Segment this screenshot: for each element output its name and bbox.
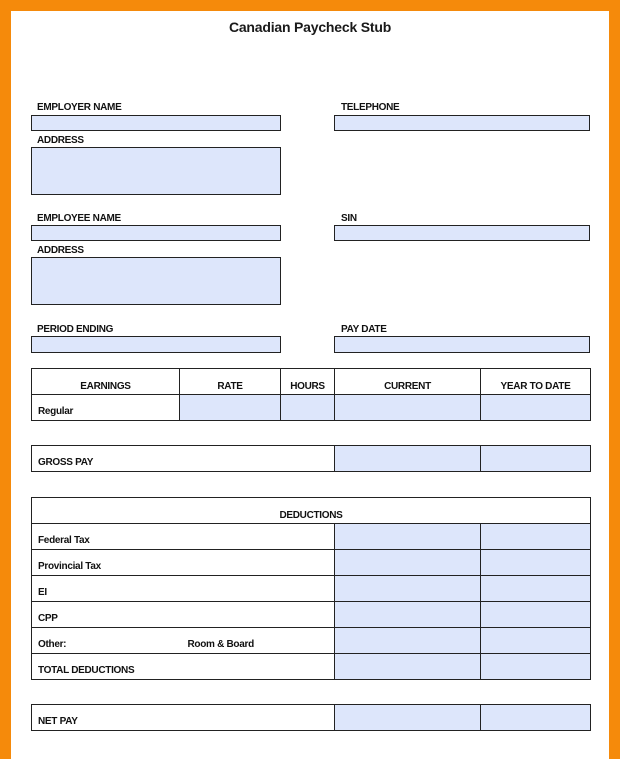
employer-name-field[interactable]	[31, 115, 281, 131]
gross-pay-current-field[interactable]	[335, 446, 481, 472]
employee-name-field[interactable]	[31, 225, 281, 241]
regular-label: Regular	[32, 395, 180, 421]
sin-field[interactable]	[334, 225, 590, 241]
other-label: Other:	[32, 628, 182, 654]
other-note: Room & Board	[182, 628, 335, 654]
paystub-page	[11, 11, 609, 759]
deduction-row-other	[32, 628, 591, 654]
net-pay-table	[31, 704, 591, 731]
ei-label: EI	[32, 576, 335, 602]
regular-ytd-field[interactable]	[481, 395, 591, 421]
provincial-tax-label: Provincial Tax	[32, 550, 335, 576]
employee-address-field[interactable]	[31, 257, 281, 305]
deductions-table	[31, 497, 591, 680]
telephone-label: TELEPHONE	[341, 102, 400, 113]
form-title: Canadian Paycheck Stub	[228, 19, 392, 35]
deduction-row-ei	[32, 576, 591, 602]
gross-pay-table	[31, 445, 591, 472]
other-ytd-field[interactable]	[481, 628, 591, 654]
employer-name-label: EMPLOYER NAME	[37, 102, 122, 113]
cpp-ytd-field[interactable]	[481, 602, 591, 628]
provincial-tax-ytd-field[interactable]	[481, 550, 591, 576]
gross-pay-ytd-field[interactable]	[481, 446, 591, 472]
total-deductions-current-field[interactable]	[335, 654, 481, 680]
net-pay-ytd-field[interactable]	[481, 705, 591, 731]
regular-rate-field[interactable]	[180, 395, 281, 421]
period-ending-field[interactable]	[31, 336, 281, 353]
hours-header: HOURS	[281, 369, 335, 395]
deduction-row-total	[32, 654, 591, 680]
rate-header: RATE	[180, 369, 281, 395]
net-pay-current-field[interactable]	[335, 705, 481, 731]
pay-date-label: PAY DATE	[341, 324, 387, 335]
earnings-table	[31, 368, 591, 421]
cpp-current-field[interactable]	[335, 602, 481, 628]
current-header: CURRENT	[335, 369, 481, 395]
total-deductions-label: TOTAL DEDUCTIONS	[32, 654, 335, 680]
employee-address-label: ADDRESS	[37, 245, 84, 256]
ytd-header: YEAR TO DATE	[481, 369, 591, 395]
deduction-row-provincial-tax	[32, 550, 591, 576]
employer-address-field[interactable]	[31, 147, 281, 195]
regular-hours-field[interactable]	[281, 395, 335, 421]
deduction-row-cpp	[32, 602, 591, 628]
earnings-header-row	[32, 369, 591, 395]
earnings-header: EARNINGS	[32, 369, 180, 395]
telephone-field[interactable]	[334, 115, 590, 131]
total-deductions-ytd-field[interactable]	[481, 654, 591, 680]
deductions-header-row	[32, 498, 591, 524]
employee-name-label: EMPLOYEE NAME	[37, 213, 121, 224]
net-pay-row	[32, 705, 591, 731]
period-ending-label: PERIOD ENDING	[37, 324, 114, 335]
pay-date-field[interactable]	[334, 336, 590, 353]
ei-current-field[interactable]	[335, 576, 481, 602]
gross-pay-row	[32, 446, 591, 472]
federal-tax-label: Federal Tax	[32, 524, 335, 550]
gross-pay-label: GROSS PAY	[32, 446, 335, 472]
sin-label: SIN	[341, 213, 357, 224]
provincial-tax-current-field[interactable]	[335, 550, 481, 576]
regular-row	[32, 395, 591, 421]
other-current-field[interactable]	[335, 628, 481, 654]
deductions-header: DEDUCTIONS	[32, 498, 591, 524]
regular-current-field[interactable]	[335, 395, 481, 421]
deduction-row-federal-tax	[32, 524, 591, 550]
federal-tax-ytd-field[interactable]	[481, 524, 591, 550]
cpp-label: CPP	[32, 602, 335, 628]
net-pay-label: NET PAY	[32, 705, 335, 731]
federal-tax-current-field[interactable]	[335, 524, 481, 550]
ei-ytd-field[interactable]	[481, 576, 591, 602]
employer-address-label: ADDRESS	[37, 135, 84, 146]
